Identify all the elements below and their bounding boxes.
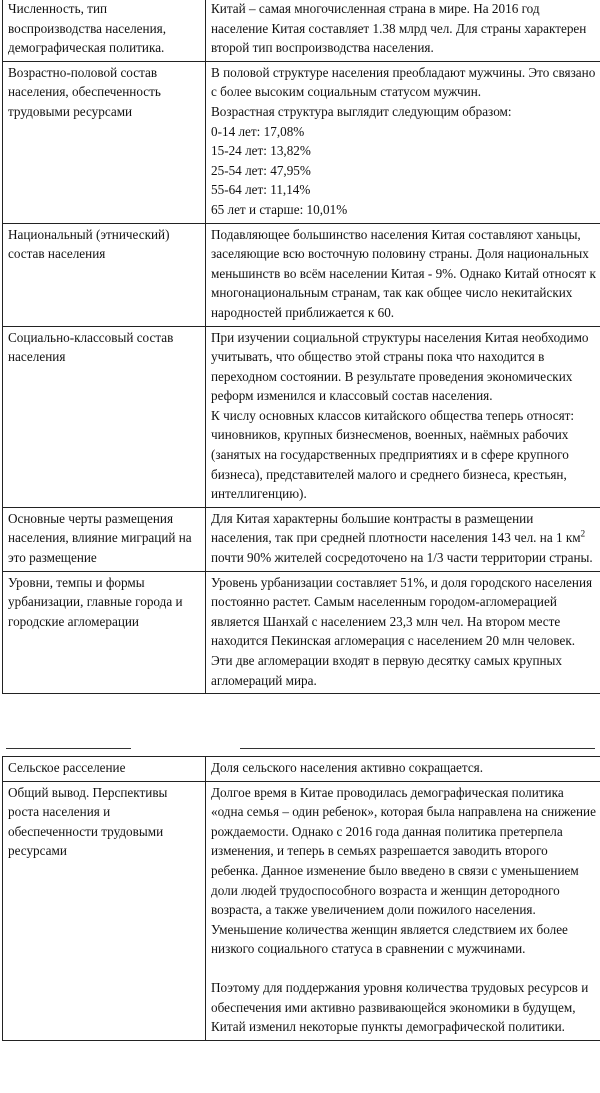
row-content	[206, 326, 600, 507]
row-label: Численность, тип воспроизводства населения, демографическая политика.	[3, 0, 206, 61]
age-structure-intro: Возрастная структура выглядит следующим образом:	[211, 103, 512, 119]
superscript: 2	[580, 529, 586, 540]
row-label: Уровни, темпы и формы урбанизации, главные города и городские агломерации	[3, 571, 206, 694]
row-content: Китай – самая многочисленная страна в мире. На 2016 год население Китая составляет 1.38 млрд чел. Для страны характерен второй тип воспроизводства населения.	[206, 0, 600, 61]
age-group-item: 25-54 лет: 47,95%	[211, 162, 311, 178]
population-table-part-1	[2, 0, 600, 694]
row-content	[206, 61, 600, 223]
density-text-cont: почти 90% жителей сосредоточено на 1/3 части территории страны.	[211, 550, 593, 566]
paragraph: К числу основных классов китайского общества теперь относят: чиновников, крупных бизнесменов, военных, наёмных рабочих (занятых на государственных предприятиях и в сфере крупного бизнеса), представителей малого и среднего бизнеса, крестьян, интеллигенцию).	[211, 407, 575, 502]
paragraph: Долгое время в Китае проводилась демографическая политика «одна семья – один ребенок», которая была направлена на снижение рождаемости. Однако с 2016 года данная политика претерпела изменения, и теперь в семьях разрешается заводить второго ребенка. Данное изменение было введено в связи с уменьшением доли людей трудоспособного возраста и женщин детородного возраста, а также увеличением доли пожилого населения. Уменьшение количества женщин является следствием их более низкого социального статуса в сравнении с мужчинами.	[211, 784, 596, 957]
row-label: Социально-классовый состав населения	[3, 326, 206, 507]
table-row	[3, 571, 600, 694]
paragraph: Поэтому для поддержания уровня количества трудовых ресурсов и обеспечения ими активно развивающейся экономики в будущем, Китай изменил некоторые пункты демографической политики.	[211, 979, 589, 1035]
table-row	[3, 326, 600, 507]
row-label: Общий вывод. Перспективы роста населения и обеспеченности трудовыми ресурсами	[3, 781, 206, 1040]
row-content: Доля сельского населения активно сокращается.	[206, 757, 600, 782]
row-content: Уровень урбанизации составляет 51%, и доля городского населения постоянно растет. Самым населенным городом-агломерацией является Шанхай с населением 23,3 млн чел. На втором месте находится Пекинская агломерация с населением 20 млн человек. Эти две агломерации входят в первую десятку самых крупных агломераций мира.	[206, 571, 600, 694]
table-row	[3, 757, 600, 782]
density-text: Для Китая характерны большие контрасты в размещении населения, так при средней плотности населения 143 чел. на 1 км	[211, 510, 581, 546]
row-label: Возрастно-половой состав населения, обеспеченность трудовыми ресурсами	[3, 61, 206, 223]
table-row	[3, 507, 600, 571]
table-row	[3, 223, 600, 326]
divider	[240, 748, 595, 749]
age-group-item: 0-14 лет: 17,08%	[211, 123, 305, 139]
row-label: Национальный (этнический) состав населения	[3, 223, 206, 326]
sex-structure-text: В половой структуре населения преобладают мужчины. Это связано с более высоким социальным статусом мужчин.	[211, 64, 596, 100]
row-content: Подавляющее большинство населения Китая составляют ханьцы, заселяющие всю восточную половину страны. Доля национальных меньшинств во всём населении Китая - 9%. Однако Китай относят к многонациональным странам, так как общее число некитайских народностей приближается к 60.	[206, 223, 600, 326]
divider	[6, 748, 131, 749]
blank-line	[211, 959, 596, 978]
age-group-item: 55-64 лет: 11,14%	[211, 182, 311, 198]
row-label: Основные черты размещения населения, влияние миграций на это размещение	[3, 507, 206, 571]
table-row	[3, 0, 600, 61]
age-group-item: 65 лет и старше: 10,01%	[211, 201, 348, 217]
row-label: Сельское расселение	[3, 757, 206, 782]
table-row	[3, 781, 600, 1040]
age-group-item: 15-24 лет: 13,82%	[211, 143, 311, 159]
table-row	[3, 61, 600, 223]
paragraph: При изучении социальной структуры населения Китая необходимо учитывать, что общество этой страны пока что находится в переходном состоянии. В результате проведения экономических реформ изменился и классовый состав населения.	[211, 329, 589, 404]
row-content	[206, 781, 600, 1040]
population-table-part-2	[2, 756, 600, 1041]
row-content	[206, 507, 600, 571]
